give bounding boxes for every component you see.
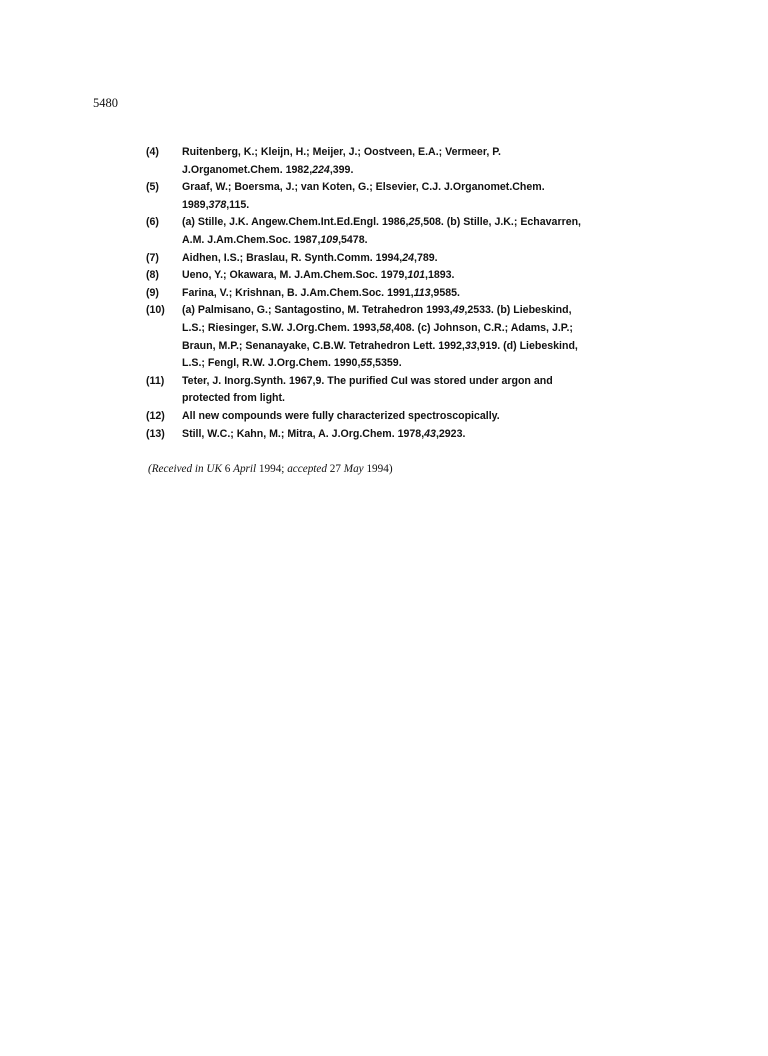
reference-item	[146, 267, 646, 285]
reference-year: 1987	[293, 233, 318, 246]
reference-year: 1993	[426, 304, 450, 317]
reference-year: 1993	[352, 321, 377, 334]
reference-segment: Teter, J. Inorg.Synth.	[182, 374, 289, 387]
received-segment: May	[343, 463, 364, 475]
reference-text	[182, 302, 646, 372]
reference-line	[182, 232, 646, 250]
reference-line	[182, 408, 646, 426]
reference-line	[182, 267, 646, 285]
reference-segment: ,2533. (b) Liebeskind,	[464, 304, 572, 317]
reference-year: 1994	[375, 251, 400, 264]
reference-line	[182, 197, 646, 215]
reference-text	[182, 267, 646, 285]
reference-number: (10)	[146, 304, 165, 317]
reference-segment: ,	[205, 198, 209, 211]
reference-segment: ,	[376, 321, 380, 334]
reference-year: 1982	[285, 163, 310, 176]
reference-volume: 224	[312, 163, 330, 176]
reference-item	[146, 285, 646, 303]
reference-year: 1979	[380, 269, 405, 282]
reference-line	[182, 355, 646, 373]
reference-segment: Aidhen, I.S.; Braslau, R. Synth.Comm.	[182, 251, 376, 264]
reference-segment: ,	[449, 304, 453, 317]
reference-list	[146, 144, 646, 443]
reference-volume: 49	[452, 304, 465, 317]
reference-item	[146, 426, 646, 444]
reference-number: (6)	[146, 216, 159, 229]
reference-segment: ,	[357, 357, 361, 370]
reference-item	[146, 302, 646, 372]
reference-line	[182, 250, 646, 268]
reference-segment: J.Organomet.Chem.	[182, 163, 286, 176]
received-segment: (Received in UK	[148, 463, 225, 475]
reference-segment: ,399.	[329, 163, 354, 176]
received-segment: accepted	[287, 463, 327, 475]
reference-line	[182, 162, 646, 180]
reference-segment: ,115.	[226, 198, 250, 211]
reference-volume: 43	[424, 427, 436, 440]
reference-segment: A.M. J.Am.Chem.Soc.	[182, 233, 294, 246]
reference-segment: ,9585.	[430, 286, 460, 299]
reference-line	[182, 373, 646, 391]
reference-segment: (a) Palmisano, G.; Santagostino, M. Tetrahedron	[182, 304, 427, 317]
reference-segment: Still, W.C.; Kahn, M.; Mitra, A. J.Org.Chem.	[182, 427, 398, 440]
reference-item	[146, 408, 646, 426]
reference-text	[182, 426, 646, 444]
reference-number: (12)	[146, 409, 165, 422]
reference-segment: ,	[405, 216, 409, 229]
reference-volume: 55	[360, 357, 373, 370]
reference-text	[182, 144, 646, 179]
reference-item	[146, 144, 646, 179]
reference-volume: 58	[379, 321, 392, 334]
reference-item	[146, 179, 646, 214]
reference-segment: Graaf, W.; Boersma, J.; van Koten, G.; Elsevier, C.J. J.Organomet.Chem.	[182, 181, 545, 194]
reference-line	[182, 338, 646, 356]
reference-item	[146, 214, 646, 249]
reference-segment: L.S.; Fengl, R.W. J.Org.Chem.	[182, 357, 334, 370]
received-segment: 1994)	[363, 463, 393, 475]
reference-text	[182, 214, 646, 249]
reference-year: 1992	[438, 339, 462, 352]
reference-number: (7)	[146, 251, 159, 264]
reference-segment: ,508. (b) Stille, J.K.; Echavarren,	[420, 216, 581, 229]
reference-line	[182, 302, 646, 320]
reference-line	[182, 214, 646, 232]
reference-segment: ,9. The purified CuI was stored under argon and	[312, 374, 553, 387]
reference-segment: Farina, V.; Krishnan, B. J.Am.Chem.Soc.	[182, 286, 388, 299]
received-note	[148, 463, 393, 475]
reference-volume: 33	[464, 339, 477, 352]
reference-text	[182, 179, 646, 214]
reference-year: 1989	[182, 198, 206, 211]
reference-segment: ,	[404, 269, 408, 282]
reference-item	[146, 250, 646, 268]
reference-volume: 378	[208, 198, 227, 211]
reference-line	[182, 179, 646, 197]
received-segment: April	[233, 463, 257, 475]
reference-text	[182, 408, 646, 426]
reference-segment: ,5359.	[372, 357, 402, 370]
reference-segment: ,	[461, 339, 465, 352]
reference-segment: ,2923.	[435, 427, 466, 440]
reference-year: 1986	[381, 216, 406, 229]
reference-segment: ,408. (c) Johnson, C.R.; Adams, J.P.;	[391, 321, 573, 334]
reference-text	[182, 250, 646, 268]
reference-line	[182, 320, 646, 338]
reference-volume: 101	[407, 269, 426, 282]
reference-number: (4)	[146, 146, 159, 158]
reference-year: 1991	[387, 286, 411, 299]
reference-volume: 109	[320, 233, 339, 246]
reference-text	[182, 285, 646, 303]
reference-line	[182, 390, 646, 408]
reference-segment: (a) Stille, J.K. Angew.Chem.Int.Ed.Engl.	[182, 216, 382, 229]
reference-segment: Ruitenberg, K.; Kleijn, H.; Meijer, J.; Oostveen, E.A.; Vermeer, P.	[182, 146, 501, 158]
reference-segment: Braun, M.P.; Senanayake, C.B.W. Tetrahedron Lett.	[182, 339, 439, 352]
reference-text	[182, 373, 646, 408]
reference-segment: L.S.; Riesinger, S.W. J.Org.Chem.	[182, 321, 353, 334]
reference-segment: protected from light.	[182, 392, 285, 405]
reference-year: 1967	[288, 374, 313, 387]
page-number: 5480	[93, 96, 118, 110]
received-segment: 6	[224, 463, 234, 475]
reference-segment: ,	[399, 251, 403, 264]
reference-volume: 24	[402, 251, 414, 264]
reference-volume: 25	[408, 216, 421, 229]
reference-segment: Ueno, Y.; Okawara, M. J.Am.Chem.Soc.	[182, 269, 381, 282]
reference-segment: ,	[317, 233, 321, 246]
reference-segment: All new compounds were fully characterized spectroscopically.	[182, 409, 500, 422]
reference-segment: ,1893.	[425, 269, 455, 282]
received-segment: 1994;	[256, 463, 288, 475]
reference-year: 1978	[397, 427, 422, 440]
reference-item	[146, 373, 646, 408]
reference-segment: ,5478.	[338, 233, 368, 246]
reference-line	[182, 426, 646, 444]
reference-segment: ,	[410, 286, 414, 299]
reference-segment: ,789.	[414, 251, 438, 264]
reference-year: 1990	[333, 357, 358, 370]
reference-line	[182, 285, 646, 303]
received-segment: 27	[326, 463, 344, 475]
reference-segment: ,	[421, 427, 425, 440]
reference-segment: ,919. (d) Liebeskind,	[476, 339, 578, 352]
reference-number: (5)	[146, 181, 159, 194]
reference-number: (11)	[146, 374, 165, 387]
reference-volume: 113	[413, 286, 431, 299]
reference-number: (9)	[146, 286, 159, 299]
reference-segment: ,	[309, 163, 313, 176]
reference-number: (8)	[146, 269, 159, 282]
reference-number: (13)	[146, 427, 165, 440]
reference-line	[182, 144, 646, 162]
